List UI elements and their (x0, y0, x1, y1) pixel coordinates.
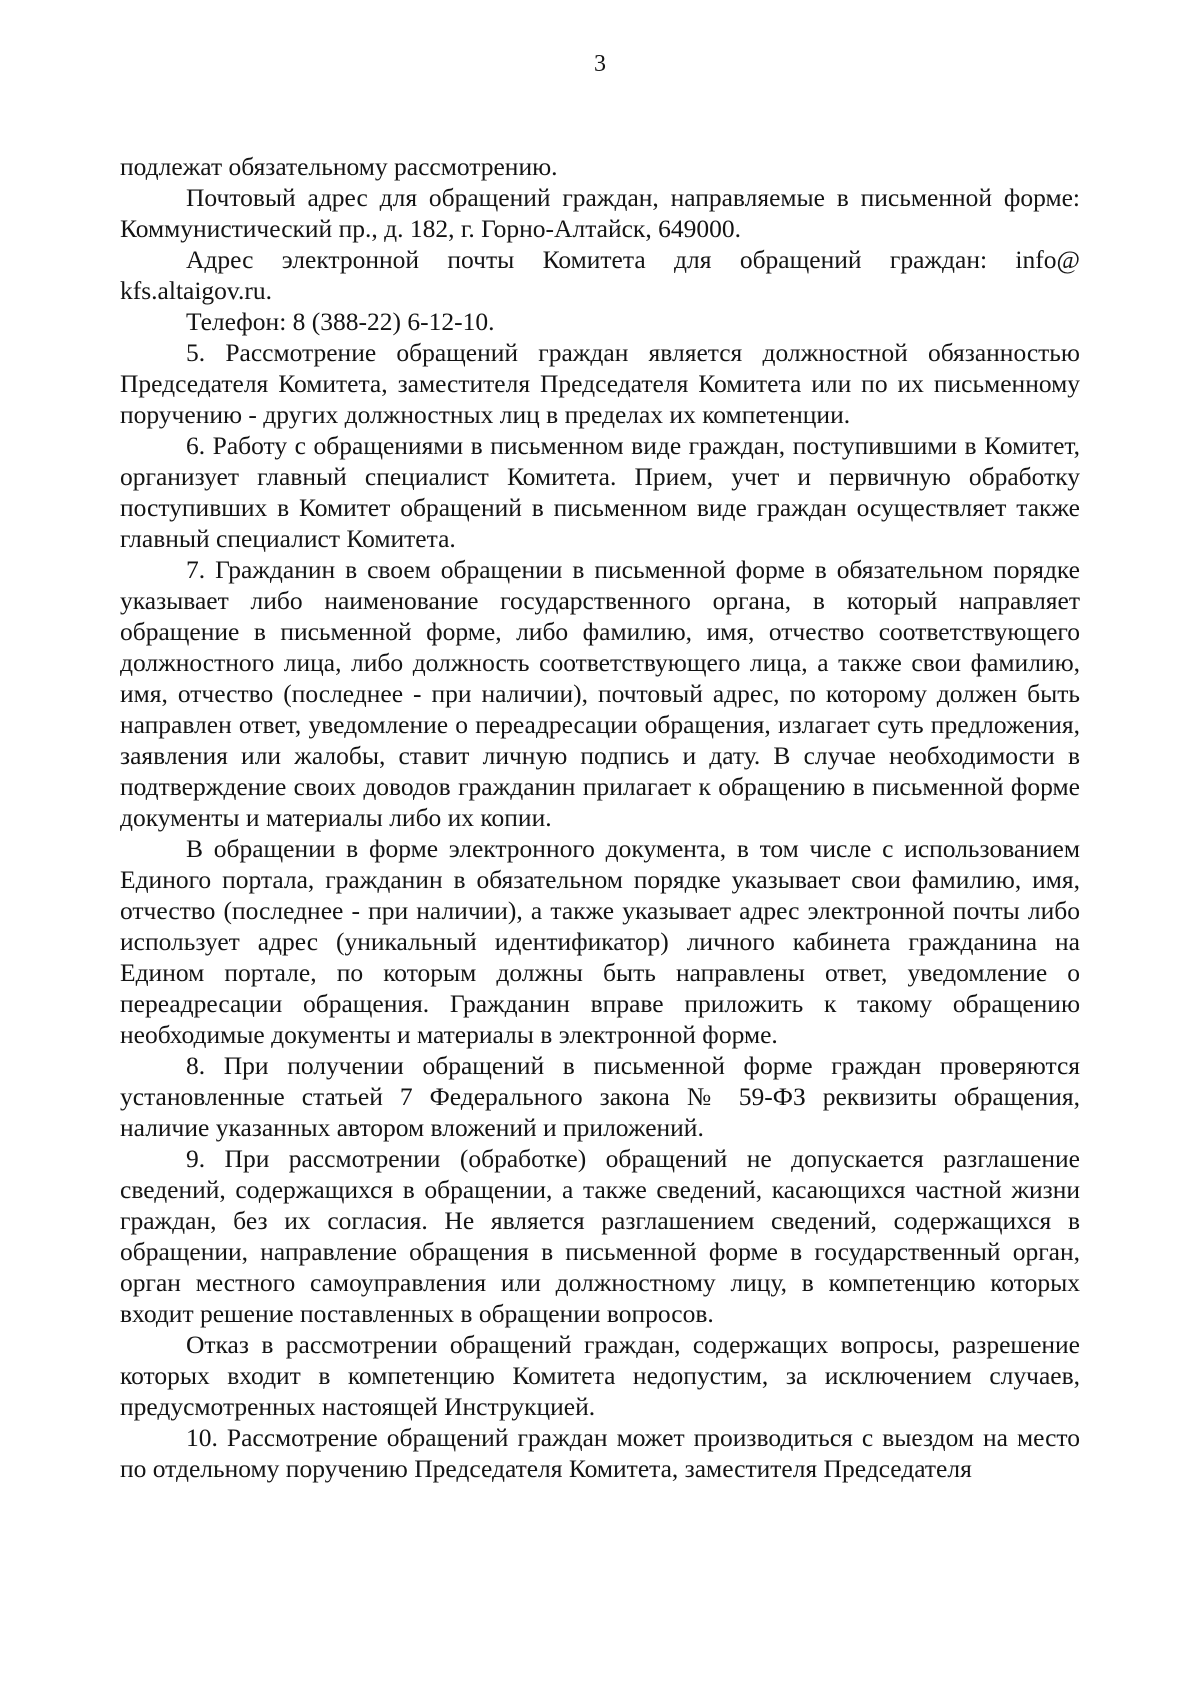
paragraph-item-8: 8. При получении обращений в письменной форме граждан проверяются установленные статьей 7 Федерального закона № 59-ФЗ реквизиты обращения, наличие указанных автором вложений и приложений. (120, 1051, 1080, 1142)
paragraph-refusal: Отказ в рассмотрении обращений граждан, содержащих вопросы, разрешение которых входит в компетенцию Комитета недопустим, за исключением случаев, предусмотренных настоящей Инструкцией. (120, 1330, 1080, 1421)
document-body (120, 151, 1080, 1484)
paragraph-item-6: 6. Работу с обращениями в письменном виде граждан, поступившими в Комитет, организует главный специалист Комитета. Прием, учет и первичную обработку поступивших в Комитет обращений в письменном виде граждан осуществляет также главный специалист Комитета. (120, 431, 1080, 553)
paragraph-phone: Телефон: 8 (388-22) 6-12-10. (186, 307, 495, 336)
paragraph-postal-address: Почтовый адрес для обращений граждан, направляемые в письменной форме: Коммунистический пр., д. 182, г. Горно-Алтайск, 649000. (120, 183, 1080, 243)
paragraph-continuation: подлежат обязательному рассмотрению. (120, 152, 558, 181)
page-number: 3 (594, 51, 606, 77)
paragraph-electronic-appeal: В обращении в форме электронного документа, в том числе с использованием Единого портала, гражданин в обязательном порядке указывает свои фамилию, имя, отчество (последнее - при наличии), а также указывает адрес электронной почты либо использует адрес (уникальный идентификатор) личного кабинета гражданина на Едином портале, по которым должны быть направлены ответ, уведомление о переадресации обращения. Гражданин вправе приложить к такому обращению необходимые документы и материалы в электронной форме. (120, 834, 1080, 1049)
paragraph-item-10: 10. Рассмотрение обращений граждан может производиться с выездом на место по отдельному поручению Председателя Комитета, заместителя Председателя (120, 1423, 1080, 1483)
paragraph-email-address: Адрес электронной почты Комитета для обращений граждан: info@ kfs.altaigov.ru. (120, 245, 1080, 305)
paragraph-item-9: 9. При рассмотрении (обработке) обращений не допускается разглашение сведений, содержащихся в обращении, а также сведений, касающихся частной жизни граждан, без их согласия. Не является разглашением сведений, содержащихся в обращении, направление обращения в письменной форме в государственный орган, орган местного самоуправления или должностному лицу, в компетенцию которых входит решение поставленных в обращении вопросов. (120, 1144, 1080, 1328)
paragraph-item-7: 7. Гражданин в своем обращении в письменной форме в обязательном порядке указывает либо наименование государственного органа, в который направляет обращение в письменной форме, либо фамилию, имя, отчество соответствующего должностного лица, либо должность соответствующего лица, а также свои фамилию, имя, отчество (последнее - при наличии), почтовый адрес, по которому должен быть направлен ответ, уведомление о переадресации обращения, излагает суть предложения, заявления или жалобы, ставит личную подпись и дату. В случае необходимости в подтверждение своих доводов гражданин прилагает к обращению в письменной форме документы и материалы либо их копии. (120, 555, 1080, 832)
paragraph-item-5: 5. Рассмотрение обращений граждан является должностной обязанностью Председателя Комитета, заместителя Председателя Комитета или по их письменному поручению - других должностных лиц в пределах их компетенции. (120, 338, 1080, 429)
